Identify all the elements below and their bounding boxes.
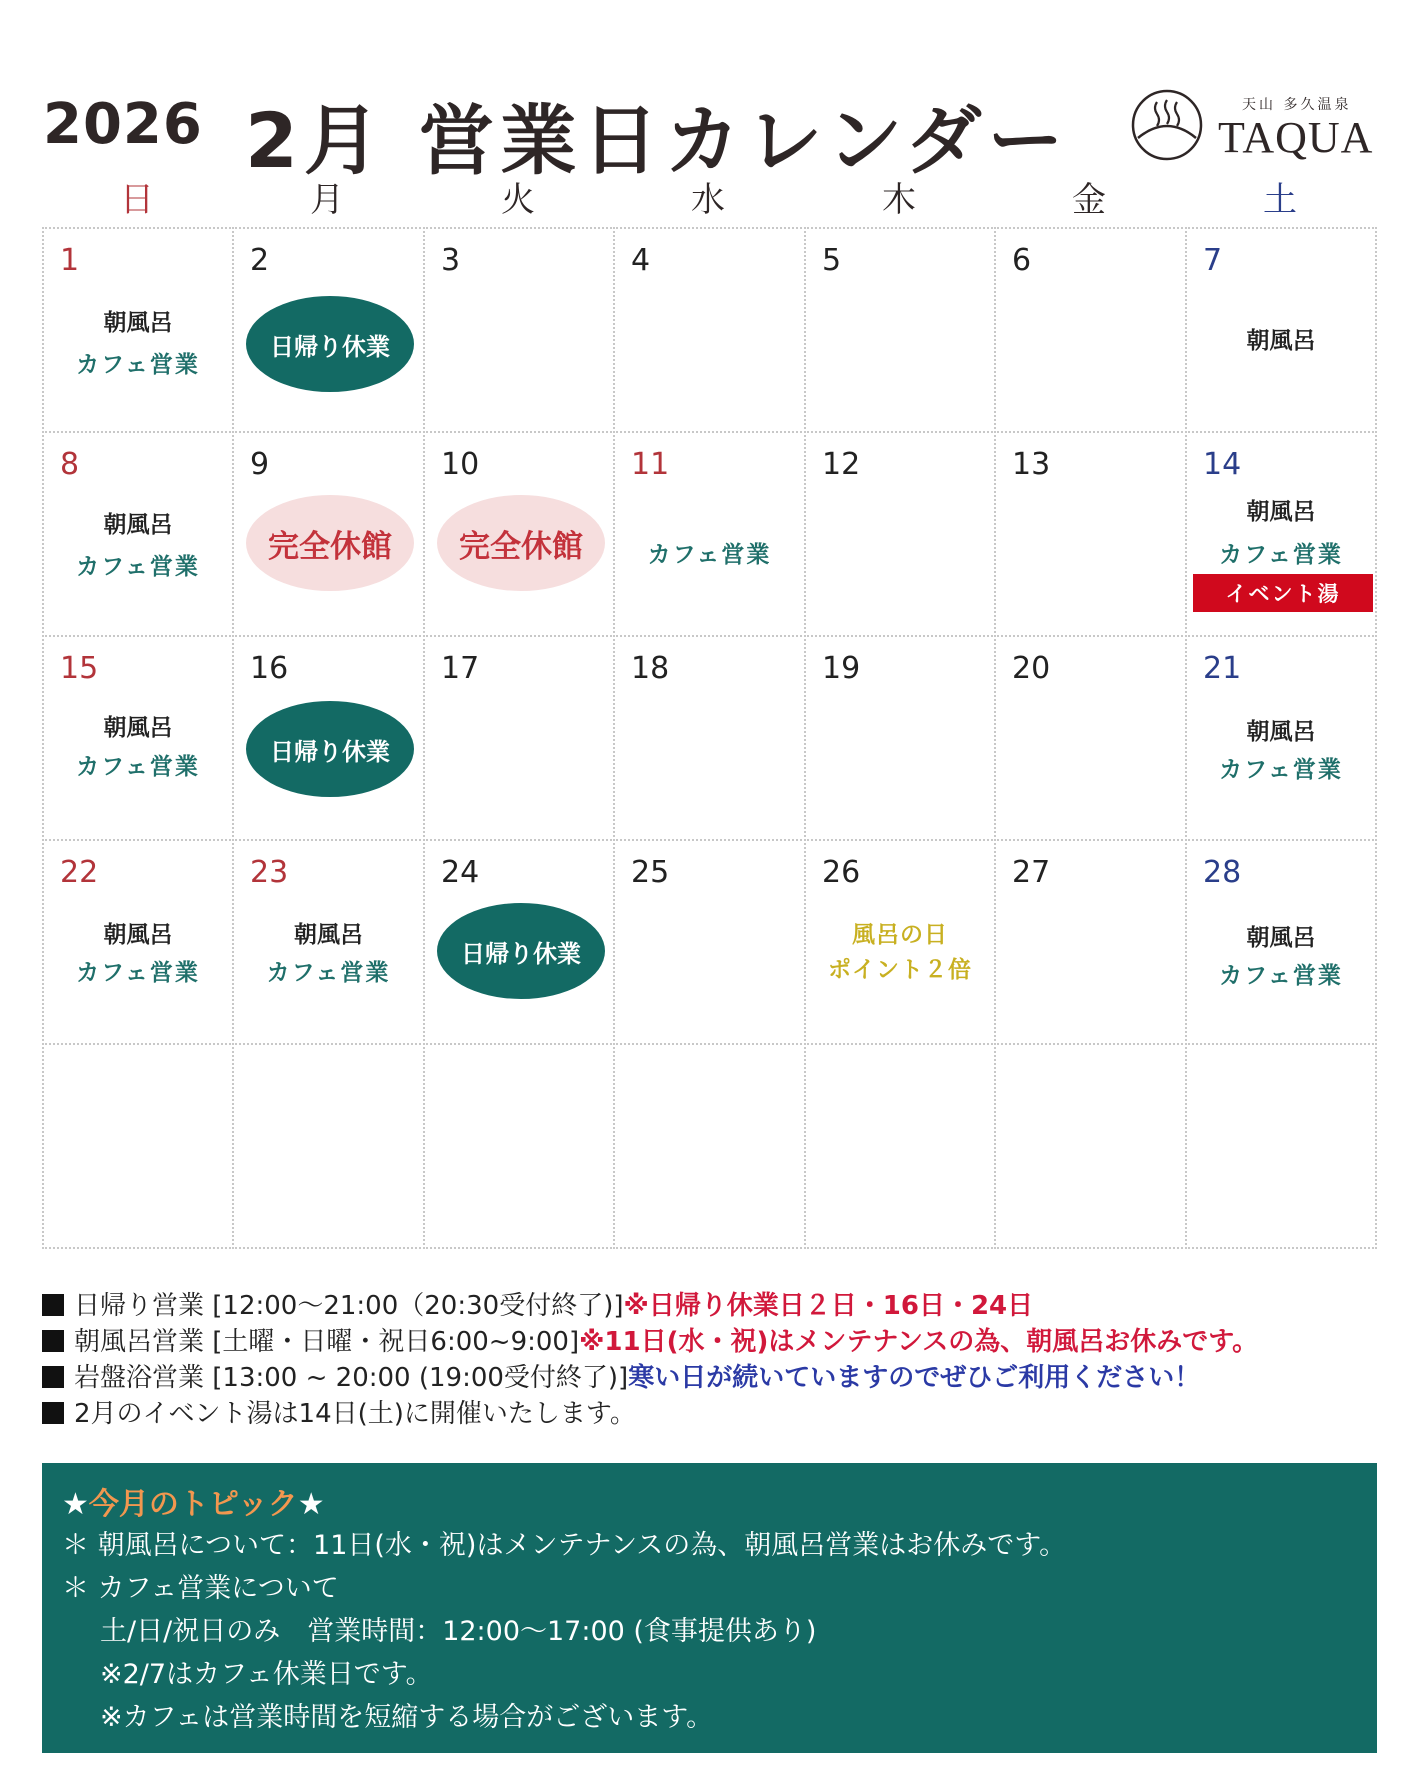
note-text: 日帰り営業 [12:00〜21:00（20:30受付終了)]: [74, 1291, 624, 1321]
day-cell-4[interactable]: [613, 227, 806, 433]
day-number: 14: [1203, 447, 1242, 482]
day-cell-11[interactable]: [613, 431, 806, 637]
note-event: [42, 1393, 1382, 1429]
day-number: 19: [822, 651, 861, 686]
day-cell-18[interactable]: [613, 635, 806, 841]
day-number: 28: [1203, 855, 1242, 890]
furo-day-label: 風呂の日: [852, 922, 948, 948]
note-highlight: ※11日(水・祝)はメンテナンスの為、朝風呂お休みです。: [579, 1327, 1259, 1357]
note-highlight: 寒い日が続いていますのでぜひご利用ください！: [628, 1363, 1201, 1393]
empty-cell: [232, 1043, 425, 1249]
day-cell-14[interactable]: [1185, 431, 1377, 637]
day-number: 27: [1012, 855, 1051, 890]
day-cell-28[interactable]: [1185, 839, 1377, 1045]
day-number: 6: [1012, 243, 1032, 278]
day-number: 13: [1012, 447, 1051, 482]
empty-cell: [613, 1043, 806, 1249]
cafe-label: カフェ営業: [1219, 757, 1343, 783]
empty-cell: [42, 1043, 234, 1249]
day-number: 16: [250, 651, 289, 686]
cafe-label: カフェ営業: [1219, 963, 1343, 989]
point-double-label: ポイント２倍: [828, 957, 972, 983]
day-number: 9: [250, 447, 270, 482]
monthly-topic-box: [42, 1463, 1377, 1753]
day-cell-8[interactable]: [42, 431, 234, 637]
day-cell-20[interactable]: [994, 635, 1187, 841]
day-number: 7: [1203, 243, 1223, 278]
topic-line: 土/日/祝日のみ 営業時間：12:00〜17:00 (食事提供あり): [100, 1616, 817, 1647]
square-bullet-icon: [42, 1294, 64, 1316]
page-title: 2月 営業日カレンダー: [245, 96, 1070, 185]
empty-cell: [804, 1043, 996, 1249]
day-cell-2[interactable]: [232, 227, 425, 433]
asaburo-label: 朝風呂: [1246, 925, 1316, 951]
day-cell-25[interactable]: [613, 839, 806, 1045]
day-cell-24[interactable]: [423, 839, 615, 1045]
day-cell-9[interactable]: [232, 431, 425, 637]
day-number: 4: [631, 243, 651, 278]
weekday-tue: 火: [501, 180, 535, 220]
cafe-label: カフェ営業: [76, 754, 200, 780]
note-text: 朝風呂営業 [土曜・日曜・祝日6:00~9:00]: [74, 1327, 580, 1357]
note-text: 2月のイベント湯は14日(土)に開催いたします。: [74, 1399, 636, 1429]
weekday-mon: 月: [310, 180, 344, 220]
full-closure-badge: 完全休館: [437, 495, 605, 591]
day-number: 5: [822, 243, 842, 278]
weekday-header: [42, 172, 1377, 220]
day-cell-17[interactable]: [423, 635, 615, 841]
asaburo-label: 朝風呂: [294, 922, 363, 948]
logo-subtitle: 天山 多久温泉: [1242, 97, 1352, 113]
asaburo-label: 朝風呂: [1246, 499, 1316, 525]
day-cell-7[interactable]: [1185, 227, 1377, 433]
cafe-label: カフェ営業: [76, 352, 200, 378]
weekday-sun: 日: [120, 180, 154, 220]
cafe-label: カフェ営業: [76, 554, 200, 580]
day-number: 17: [441, 651, 480, 686]
calendar-grid: [42, 227, 1377, 1249]
higaeri-closed-badge: 日帰り休業: [246, 296, 414, 392]
day-cell-21[interactable]: [1185, 635, 1377, 841]
day-number: 23: [250, 855, 289, 890]
cafe-label: カフェ営業: [76, 960, 200, 986]
day-number: 22: [60, 855, 99, 890]
day-number: 2: [250, 243, 270, 278]
day-cell-15[interactable]: [42, 635, 234, 841]
day-cell-6[interactable]: [994, 227, 1187, 433]
square-bullet-icon: [42, 1366, 64, 1388]
day-number: 11: [631, 447, 670, 482]
empty-cell: [423, 1043, 615, 1249]
higaeri-closed-badge: 日帰り休業: [246, 701, 414, 797]
taqua-logo: [1130, 88, 1380, 168]
header: [0, 0, 1414, 185]
asaburo-label: 朝風呂: [103, 310, 173, 336]
day-cell-12[interactable]: [804, 431, 996, 637]
cafe-label: カフェ営業: [647, 542, 772, 568]
day-number: 8: [60, 447, 80, 482]
day-number: 3: [441, 243, 461, 278]
day-cell-27[interactable]: [994, 839, 1187, 1045]
logo-wordmark: TAQUA: [1218, 113, 1374, 162]
weekday-sat: 土: [1263, 180, 1297, 220]
day-number: 1: [60, 243, 80, 278]
day-number: 10: [441, 447, 480, 482]
weekday-thu: 木: [882, 180, 916, 220]
day-number: 20: [1012, 651, 1051, 686]
day-number: 26: [822, 855, 861, 890]
day-number: 21: [1203, 651, 1242, 686]
note-highlight: ※日帰り休業日２日・16日・24日: [623, 1291, 1034, 1321]
day-cell-22[interactable]: [42, 839, 234, 1045]
asaburo-label: 朝風呂: [103, 512, 173, 538]
event-bath-badge: イベント湯: [1193, 574, 1373, 612]
day-number: 25: [631, 855, 670, 890]
topic-title: [62, 1479, 1357, 1523]
topic-heading: 今月のトピック: [88, 1487, 298, 1522]
cafe-label: カフェ営業: [1219, 542, 1343, 568]
day-cell-26[interactable]: [804, 839, 996, 1045]
day-cell-19[interactable]: [804, 635, 996, 841]
asaburo-label: 朝風呂: [103, 715, 173, 741]
cafe-label: カフェ営業: [266, 960, 391, 986]
star-icon: ★: [62, 1487, 89, 1522]
day-number: 18: [631, 651, 670, 686]
note-ganbanyoku: [42, 1357, 1382, 1393]
asaburo-label: 朝風呂: [1246, 328, 1316, 354]
onsen-logo-icon: [1130, 88, 1204, 162]
year: 2026: [43, 92, 203, 157]
empty-cell: [994, 1043, 1187, 1249]
day-cell-23[interactable]: [232, 839, 425, 1045]
day-cell-5[interactable]: [804, 227, 996, 433]
day-cell-10[interactable]: [423, 431, 615, 637]
day-cell-3[interactable]: [423, 227, 615, 433]
star-icon: ★: [297, 1487, 325, 1522]
topic-line: ※カフェは営業時間を短縮する場合がございます。: [100, 1702, 714, 1733]
day-cell-16[interactable]: [232, 635, 425, 841]
weekday-fri: 金: [1072, 180, 1106, 220]
square-bullet-icon: [42, 1330, 64, 1352]
day-cell-1[interactable]: [42, 227, 234, 433]
asaburo-label: 朝風呂: [103, 922, 173, 948]
note-text: 岩盤浴営業 [13:00 ~ 20:00 (19:00受付終了)]: [74, 1363, 629, 1393]
square-bullet-icon: [42, 1402, 64, 1424]
weekday-wed: 水: [691, 180, 725, 220]
topic-line: ＊ カフェ営業について: [62, 1573, 339, 1604]
topic-line: ＊ 朝風呂について：11日(水・祝)はメンテナンスの為、朝風呂営業はお休みです。: [62, 1530, 1067, 1561]
higaeri-closed-badge: 日帰り休業: [437, 903, 605, 999]
day-number: 12: [822, 447, 861, 482]
day-number: 15: [60, 651, 99, 686]
empty-cell: [1185, 1043, 1377, 1249]
full-closure-badge: 完全休館: [246, 495, 414, 591]
note-higaeri: [42, 1285, 1382, 1321]
day-number: 24: [441, 855, 480, 890]
day-cell-13[interactable]: [994, 431, 1187, 637]
note-asaburo: [42, 1321, 1382, 1357]
asaburo-label: 朝風呂: [1246, 719, 1316, 745]
topic-line: ※2/7はカフェ休業日です。: [100, 1659, 433, 1690]
business-hours-notes: [42, 1285, 1382, 1429]
